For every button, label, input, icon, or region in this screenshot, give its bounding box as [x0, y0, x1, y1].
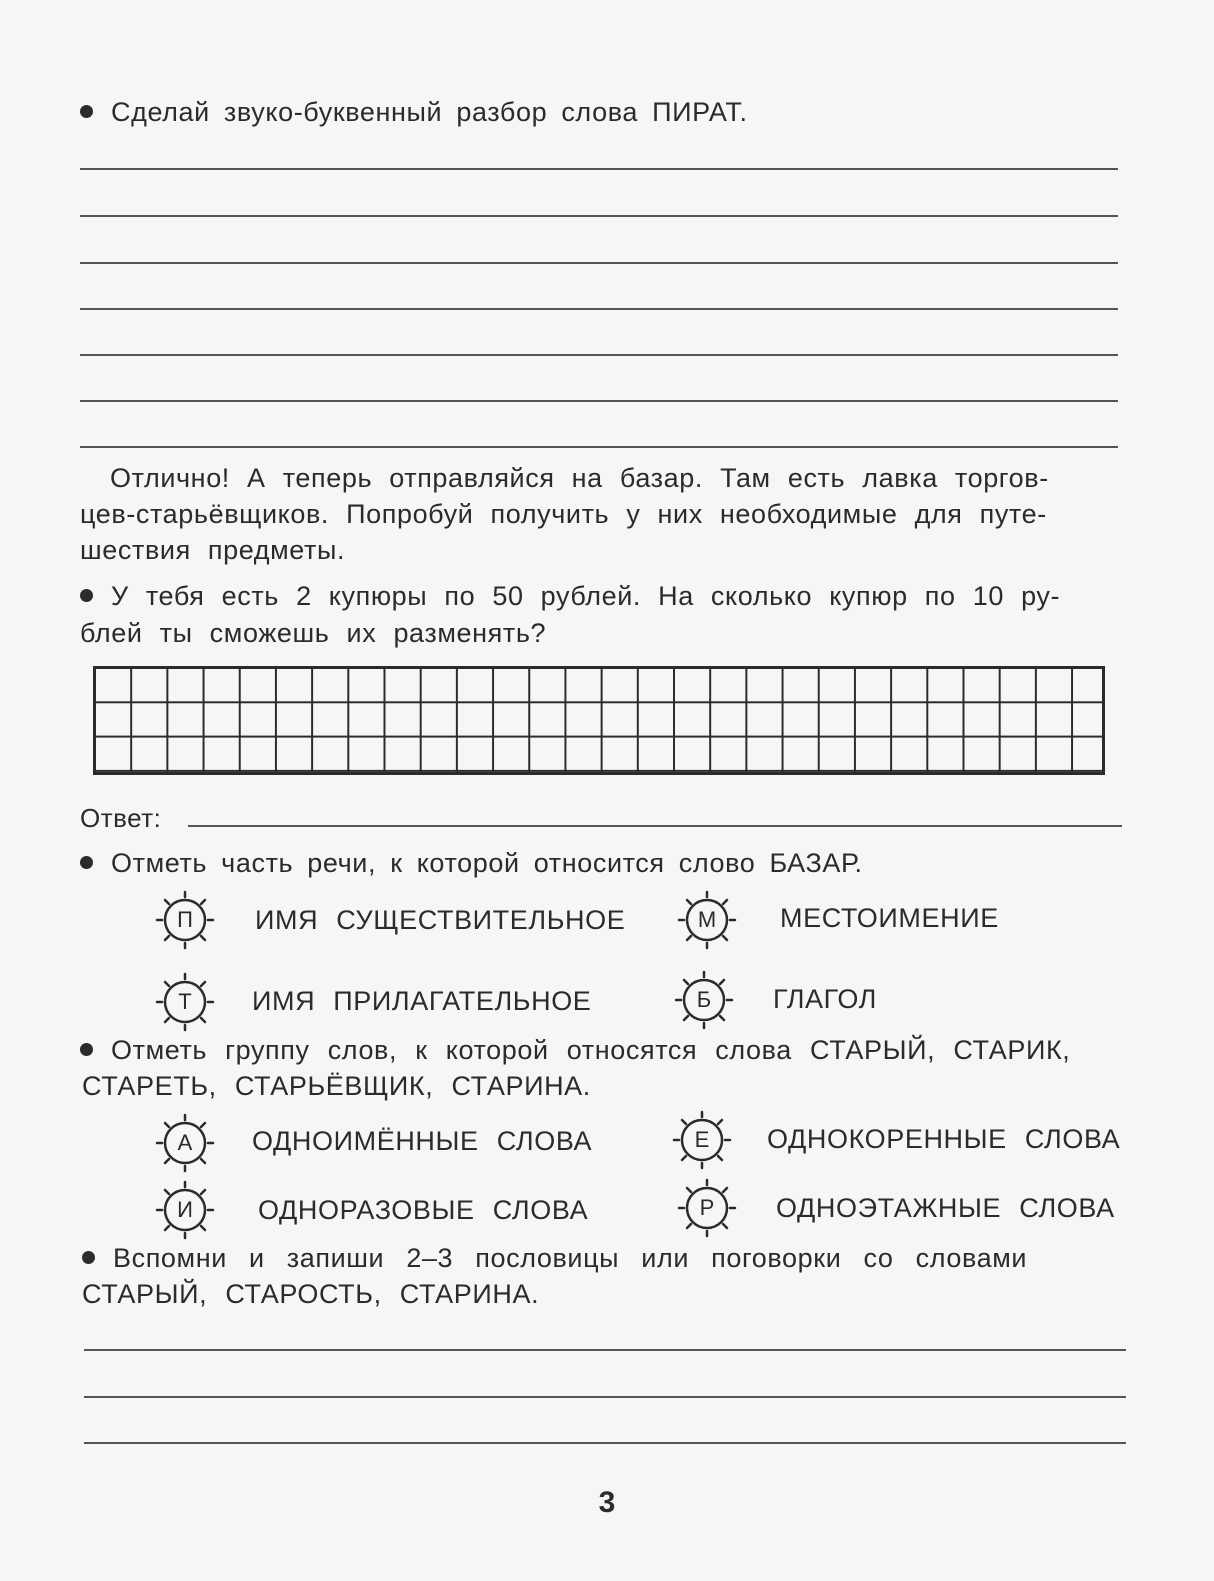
answer-line[interactable]	[80, 168, 1118, 170]
task4-prompt	[80, 1032, 1070, 1068]
option-letter: М	[697, 907, 717, 932]
task2-line-2: блей ты сможешь их разменять?	[80, 618, 547, 648]
option-label: ОДНОИМЁННЫЕ СЛОВА	[252, 1126, 593, 1156]
answer-line[interactable]	[80, 446, 1118, 448]
answer-line[interactable]	[84, 1396, 1126, 1398]
sun-option-r-icon[interactable]	[677, 1178, 737, 1238]
task5-line-2: СТАРЫЙ, СТАРОСТЬ, СТАРИНА.	[82, 1279, 540, 1309]
calculation-grid[interactable]	[93, 666, 1105, 775]
option-label: ОДНОРАЗОВЫЕ СЛОВА	[258, 1195, 589, 1225]
task3-text: Отметь часть речи, к которой относится слово БАЗАР.	[111, 848, 863, 878]
answer-line[interactable]	[84, 1349, 1126, 1351]
task4-line-1: Отметь группу слов, к которой относятся слова СТАРЫЙ, СТАРИК,	[111, 1035, 1071, 1065]
story-line-1: Отлично! А теперь отправляйся на базар. Там есть лавка торгов-	[110, 463, 1049, 493]
bullet-icon	[80, 105, 93, 118]
sun-option-a-icon[interactable]	[155, 1113, 215, 1173]
task3-prompt	[80, 845, 863, 881]
task2-prompt	[80, 578, 1060, 614]
option-letter: А	[177, 1130, 193, 1155]
page-number: 3	[598, 1486, 616, 1519]
task1-text: Сделай звуко-буквенный разбор слова ПИРАТ.	[111, 97, 748, 127]
option-label: ОДНОКОРЕННЫЕ СЛОВА	[767, 1124, 1121, 1154]
task5-prompt	[82, 1240, 1027, 1276]
answer-line[interactable]	[84, 1442, 1126, 1444]
task5-line-1: Вспомни и запиши 2–3 пословицы или поговорки со словами	[113, 1243, 1028, 1273]
bullet-icon	[80, 856, 93, 869]
task4-line-2: СТАРЕТЬ, СТАРЬЁВЩИК, СТАРИНА.	[82, 1071, 591, 1101]
story-line-2: цев-старьёвщиков. Попробуй получить у них необходимые для путе-	[80, 499, 1047, 529]
option-label: ИМЯ ПРИЛАГАТЕЛЬНОЕ	[252, 986, 592, 1016]
answer-line[interactable]	[80, 354, 1118, 356]
option-label: МЕСТОИМЕНИЕ	[780, 903, 999, 933]
option-label: ИМЯ СУЩЕСТВИТЕЛЬНОЕ	[255, 905, 626, 935]
bullet-icon	[80, 589, 93, 602]
sun-option-b-icon[interactable]	[674, 970, 734, 1030]
option-label: ОДНОЭТАЖНЫЕ СЛОВА	[776, 1193, 1115, 1223]
task2-line-1: У тебя есть 2 купюры по 50 рублей. На сколько купюр по 10 ру-	[111, 581, 1061, 611]
story-line-3: шествия предметы.	[80, 535, 346, 565]
option-letter: Е	[694, 1127, 710, 1152]
answer-line[interactable]	[80, 400, 1118, 402]
answer-label: Ответ:	[80, 803, 162, 833]
bullet-icon	[80, 1043, 93, 1056]
option-letter: Б	[696, 987, 712, 1012]
option-label: ГЛАГОЛ	[773, 984, 877, 1014]
sun-option-m-icon[interactable]	[677, 890, 737, 950]
sun-option-i-icon[interactable]	[155, 1180, 215, 1240]
answer-line[interactable]	[188, 825, 1122, 827]
answer-line[interactable]	[80, 215, 1118, 217]
answer-line[interactable]	[80, 308, 1118, 310]
bullet-icon	[82, 1251, 95, 1264]
task1-prompt	[80, 94, 748, 130]
sun-option-t-icon[interactable]	[155, 972, 215, 1032]
option-letter: Т	[178, 989, 192, 1014]
option-letter: П	[177, 907, 193, 932]
sun-option-p-icon[interactable]	[155, 890, 215, 950]
sun-option-e-icon[interactable]	[672, 1110, 732, 1170]
option-letter: И	[177, 1197, 193, 1222]
option-letter: Р	[699, 1195, 715, 1220]
answer-line[interactable]	[80, 262, 1118, 264]
